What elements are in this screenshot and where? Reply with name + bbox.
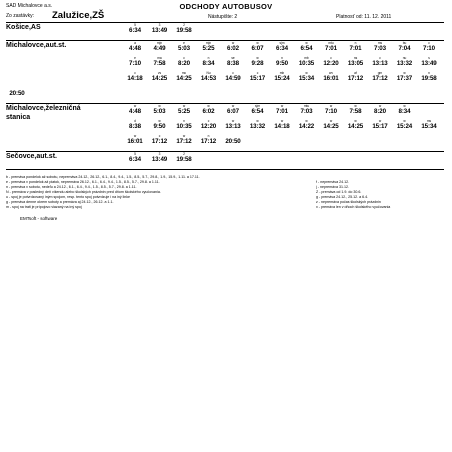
- departure-time: 9:50: [153, 123, 166, 130]
- departure-note: sjm: [279, 41, 285, 45]
- departure-note: 2: [183, 152, 185, 156]
- departure-time: 15:34: [421, 123, 437, 130]
- departure-note: ms: [426, 119, 432, 123]
- departure-note: w: [158, 104, 161, 108]
- departure-cell: [124, 56, 146, 68]
- departure-cell: [173, 56, 195, 68]
- departure-time: 14:22: [298, 123, 315, 130]
- departure-time: 14:18: [274, 123, 290, 130]
- departure-cell: [369, 71, 391, 83]
- departure-note: w: [280, 119, 284, 123]
- legend-note-right: Z - premáva od 1.9. do 30.6.: [316, 190, 362, 194]
- legend-note-left: N - premáva v posledný deň víkendu alebo školských prázdnin pred dňom školského vyučovania.: [6, 190, 161, 194]
- departure-note: 3: [158, 152, 161, 156]
- departure-time: 14:25: [323, 123, 339, 130]
- departure-cell: [320, 71, 342, 83]
- departure-time: 6:07: [251, 45, 264, 52]
- departure-note: nu: [402, 56, 407, 60]
- departure-cell: [271, 104, 293, 116]
- departure-cell: [173, 104, 195, 116]
- legend-note-left: g - premáva denne okrem soboty a premáva aj 24.12., 26.12. a 1.1.: [6, 200, 114, 204]
- departure-cell: [149, 134, 171, 146]
- legend-note-left: n - premáva v sobotu, nedeľu a 24.12., 6.1., 6.4., 9.4., 1.5., 8.5., 5.7., 29.8. a 1.11.: [6, 185, 137, 189]
- departure-note: w: [231, 104, 235, 108]
- departure-time: 12:20: [200, 123, 217, 130]
- departure-cell: [296, 41, 318, 53]
- departure-cell: [198, 56, 220, 68]
- departure-note: c: [183, 56, 185, 60]
- departure-note: n: [207, 134, 210, 138]
- departure-cell: [149, 23, 171, 35]
- departure-time: 19:58: [421, 75, 437, 82]
- departure-note: mjn: [205, 41, 212, 45]
- departure-time: 13:32: [249, 123, 266, 130]
- departure-note: w: [133, 104, 137, 108]
- departure-cell: [369, 56, 391, 68]
- departure-time: 7:58: [349, 108, 362, 115]
- departure-cell: [222, 41, 244, 53]
- departure-cell: [149, 152, 171, 164]
- departure-note: mtu: [328, 41, 334, 45]
- departure-note: 5: [134, 152, 136, 156]
- departure-cell: [198, 134, 220, 146]
- footer-software: EMTsoft - software: [20, 216, 58, 221]
- departure-cell: [149, 56, 171, 68]
- departure-cell: [418, 119, 440, 131]
- departure-cell: [222, 134, 244, 146]
- departure-time: 14:53: [200, 75, 217, 82]
- departure-cell: [320, 56, 342, 68]
- legend-note-right: g - premáva 24.12., 25.12. a 6.4.: [316, 195, 369, 199]
- departure-time: 5:03: [153, 108, 166, 115]
- departure-note: s: [428, 56, 430, 60]
- departure-cell: [124, 23, 146, 35]
- departure-note: c: [256, 71, 259, 75]
- departure-time: 17:12: [176, 138, 192, 145]
- departure-note: wv: [329, 71, 333, 75]
- route-block: [6, 152, 444, 170]
- departure-time: 4:49: [153, 45, 166, 52]
- departure-time: 8:20: [178, 60, 190, 67]
- departure-cell: [296, 71, 318, 83]
- departure-note: bu: [402, 41, 407, 45]
- departure-cell: [247, 41, 269, 53]
- departure-time: 19:58: [176, 156, 192, 163]
- departure-time: 12:20: [323, 60, 339, 67]
- departure-cell: [418, 56, 440, 68]
- departure-note: c: [207, 119, 210, 123]
- departure-note: w: [403, 104, 406, 108]
- departure-cell: [198, 119, 220, 131]
- destination-line: Michalovce,železničná: [6, 105, 81, 112]
- departure-cell: [149, 119, 171, 131]
- destination-line: Košice,AS: [6, 24, 41, 31]
- route-destination: [6, 41, 121, 50]
- departure-note: w: [158, 119, 161, 123]
- departure-time: 17:12: [151, 138, 168, 145]
- departure-cell: [149, 41, 171, 53]
- departure-cell: [124, 71, 146, 83]
- departure-cell: [418, 71, 440, 83]
- route-destination: [6, 23, 121, 32]
- route-block: [6, 104, 444, 152]
- departure-cell: [6, 86, 28, 98]
- departure-note: c: [232, 71, 234, 75]
- departure-note: w: [207, 104, 210, 108]
- legend-note-right: x - premáva len v dňoch školského vyučovania: [316, 205, 391, 209]
- departure-cell: [198, 71, 220, 83]
- departure-time: 6:54: [300, 45, 313, 52]
- departure-note: mb: [304, 56, 309, 60]
- destination-line: Sečovce,aut.st.: [6, 153, 57, 160]
- departure-time: 13:49: [151, 156, 168, 163]
- departure-cell: [124, 134, 146, 146]
- departure-time: 19:58: [176, 27, 192, 34]
- departure-note: mjn: [156, 41, 163, 45]
- departure-time: 10:35: [298, 60, 315, 67]
- legend-note-right: f - nepremáva 24.12.: [316, 180, 350, 184]
- departure-note: 2: [183, 23, 185, 27]
- departure-time: 13:32: [396, 60, 413, 67]
- departure-time: 7:03: [300, 108, 313, 115]
- departure-cell: [124, 104, 146, 116]
- departure-cell: [320, 119, 342, 131]
- departure-note: ms: [377, 41, 383, 45]
- departure-note: af: [354, 71, 357, 75]
- departure-cell: [149, 104, 171, 116]
- departure-cell: [271, 119, 293, 131]
- departure-note: mc: [181, 71, 187, 75]
- legend-note-left: m - spoj na trati je prípojovo viazaný na iný spoj: [6, 205, 82, 209]
- departure-time: 7:04: [398, 45, 411, 52]
- departure-time: 13:13: [372, 60, 388, 67]
- departure-note: w: [305, 119, 308, 123]
- departure-note: n: [207, 56, 210, 60]
- departure-cell: [296, 104, 318, 116]
- departure-time: 17:12: [347, 75, 364, 82]
- departure-time: 16:01: [127, 138, 143, 145]
- stop-name: Zalužice,ZŠ: [52, 10, 105, 21]
- departure-time: 15:24: [274, 75, 290, 82]
- destination-line: stanica: [6, 114, 31, 121]
- legend-note-left: u - spoj je potvrdzovaný iným spojom, resp. tento spoj potvrdzuje i na iný linke: [6, 195, 131, 199]
- departure-time: 4:48: [129, 45, 141, 52]
- departure-cell: [394, 41, 416, 53]
- departure-note: c: [379, 56, 381, 60]
- departure-time: 9:50: [276, 60, 288, 67]
- departure-cell: [173, 134, 195, 146]
- route-destination: [6, 152, 121, 161]
- departure-note: 5: [134, 23, 136, 27]
- route-destination: [6, 104, 121, 122]
- departure-cell: [320, 41, 342, 53]
- departure-cell: [222, 71, 244, 83]
- departure-cell: [198, 41, 220, 53]
- departure-time: 7:10: [129, 60, 141, 67]
- company-name: SAD Michalovce a.s.: [6, 3, 53, 9]
- departure-cell: [271, 41, 293, 53]
- departure-note: ns: [353, 56, 358, 60]
- departure-time: 13:49: [421, 60, 437, 67]
- departure-time: 7:01: [325, 45, 337, 52]
- departure-cell: [345, 71, 367, 83]
- departure-time: 15:24: [396, 123, 413, 130]
- departure-time: 6:07: [227, 108, 239, 115]
- departure-cell: [394, 71, 416, 83]
- departure-note: e: [183, 41, 185, 45]
- departure-time: 8:38: [129, 123, 141, 130]
- departure-note: w: [182, 134, 186, 138]
- legend-note-left: e - premáva v pondelok až piatok, nepremáva 26.12., 6.1., 6.4., 9.4., 1.5., 8.5., 5.7., 29.8. a 1.11.: [6, 180, 160, 184]
- departure-time: 7:10: [325, 108, 337, 115]
- departure-time: 16:01: [323, 75, 339, 82]
- departure-time: 10:35: [176, 123, 192, 130]
- departure-time: 15:34: [298, 75, 315, 82]
- departure-cell: [173, 23, 195, 35]
- departure-note: mb: [279, 71, 285, 75]
- departure-cell: [222, 119, 244, 131]
- departure-note: w: [354, 119, 357, 123]
- departure-cell: [247, 56, 269, 68]
- valid-from-label: Platnosť od: 11. 12. 2011: [336, 14, 392, 20]
- stop-label: Zo zastávky:: [6, 13, 35, 19]
- departure-note: w: [256, 56, 259, 60]
- departure-note: vs: [157, 71, 162, 75]
- departure-cell: [345, 104, 367, 116]
- departure-time: 14:18: [127, 75, 143, 82]
- departure-note: w: [305, 41, 308, 45]
- departure-note: c: [330, 56, 332, 60]
- departure-note: w: [329, 119, 333, 123]
- departure-cell: [247, 71, 269, 83]
- departure-note: se: [231, 56, 235, 60]
- departure-cell: [296, 56, 318, 68]
- departure-time: 13:05: [347, 60, 364, 67]
- departure-time: 15:17: [372, 123, 388, 130]
- departure-cell: [394, 119, 416, 131]
- platform-label: Nástupište: 2: [208, 14, 238, 20]
- departure-note: w: [133, 134, 137, 138]
- departure-time: 15:17: [249, 75, 266, 82]
- departure-time: 6:34: [129, 27, 141, 34]
- departure-note: w: [354, 104, 357, 108]
- departure-note: w: [256, 41, 259, 45]
- departure-time: 6:54: [251, 108, 264, 115]
- departure-cell: [369, 41, 391, 53]
- departure-time: 14:25: [347, 123, 364, 130]
- header-stop-info: [6, 11, 446, 21]
- departure-note: c: [428, 41, 430, 45]
- departure-time: 6:02: [202, 108, 215, 115]
- page-title: ODCHODY AUTOBUSOV: [179, 2, 273, 11]
- route-block: [6, 41, 444, 104]
- departure-cell: [247, 104, 269, 116]
- departure-cell: [418, 41, 440, 53]
- departure-note: w: [231, 119, 235, 123]
- departure-cell: [345, 41, 367, 53]
- departure-time: 13:13: [225, 123, 241, 130]
- departure-note: w: [256, 119, 259, 123]
- departure-time: 14:59: [225, 75, 241, 82]
- departure-cell: [320, 104, 342, 116]
- departure-cell: [271, 56, 293, 68]
- departure-cell: [124, 119, 146, 131]
- departure-time: 4:48: [129, 108, 141, 115]
- departure-time: 7:10: [423, 45, 435, 52]
- departure-cell: [345, 56, 367, 68]
- departure-note: sjm: [255, 104, 260, 108]
- departure-time: 5:03: [178, 45, 190, 52]
- departure-time: 8:20: [374, 108, 386, 115]
- departure-time: 7:03: [374, 45, 386, 52]
- departure-cell: [173, 71, 195, 83]
- departure-note: w: [378, 119, 382, 123]
- departure-time: 9:28: [251, 60, 264, 67]
- departure-note: n: [281, 56, 283, 60]
- departure-note: n: [183, 119, 185, 123]
- departure-note: w: [403, 119, 406, 123]
- departure-note: w: [231, 41, 235, 45]
- departure-time: 13:49: [151, 27, 168, 34]
- departure-time: 7:01: [276, 108, 288, 115]
- departure-note: d: [134, 119, 136, 123]
- departure-note: gm: [377, 71, 383, 75]
- departure-cell: [222, 104, 244, 116]
- departure-time: 8:34: [398, 108, 411, 115]
- departure-note: w: [182, 104, 186, 108]
- departure-time: 17:12: [372, 75, 388, 82]
- departure-cell: [394, 104, 416, 116]
- departure-note: w: [280, 104, 284, 108]
- departure-cell: [345, 119, 367, 131]
- route-block: [6, 23, 444, 41]
- departure-time: 14:25: [176, 75, 192, 82]
- departure-note: ma: [157, 56, 162, 60]
- departure-note: e: [134, 56, 136, 60]
- departure-cell: [149, 71, 171, 83]
- departure-note: w: [378, 104, 382, 108]
- departure-note: n: [428, 71, 430, 75]
- departure-time: 17:37: [396, 75, 413, 82]
- departure-time: 8:34: [202, 60, 215, 67]
- departure-cell: [394, 56, 416, 68]
- departure-note: mtu: [303, 104, 310, 108]
- destination-line: Michalovce,aut.st.: [6, 42, 67, 49]
- departure-time: 7:01: [349, 45, 362, 52]
- departure-cell: [173, 152, 195, 164]
- departure-note: a: [134, 41, 136, 45]
- departure-cell: [247, 119, 269, 131]
- departure-time: 6:34: [129, 156, 141, 163]
- departure-time: 6:02: [227, 45, 239, 52]
- departure-note: Nu: [206, 71, 211, 75]
- departure-time: 20:50: [9, 90, 25, 97]
- departure-note: c: [158, 134, 161, 138]
- departure-time: 5:25: [178, 108, 190, 115]
- departure-time: 20:50: [225, 138, 241, 145]
- departure-cell: [124, 152, 146, 164]
- departure-cell: [198, 104, 220, 116]
- departure-cell: [124, 41, 146, 53]
- departure-note: w: [403, 71, 406, 75]
- departure-time: 7:58: [153, 60, 166, 67]
- departure-cell: [369, 119, 391, 131]
- departure-cell: [271, 71, 293, 83]
- departure-note: n: [354, 41, 357, 45]
- departure-note: c: [134, 71, 136, 75]
- departure-time: 8:38: [227, 60, 239, 67]
- legend-note-right: j - nepremáva 31.12.: [316, 185, 349, 189]
- departure-note: w: [305, 71, 308, 75]
- departure-cell: [222, 56, 244, 68]
- departure-note: 3: [158, 23, 161, 27]
- departure-note: w: [329, 104, 333, 108]
- departure-time: 5:25: [202, 45, 215, 52]
- departure-cell: [173, 41, 195, 53]
- legend-note-left: b - premáva pondelok až sobotu, nepremáva 24.12., 26.12., 6.1., 8.4., 9.4., 1.5., 8.5., 5.7., 29.8., 1.9., 15.9., 1.11. a 17.11.: [6, 175, 200, 179]
- departure-cell: [369, 104, 391, 116]
- departure-cell: [173, 119, 195, 131]
- departure-time: 17:12: [200, 138, 217, 145]
- departure-time: 14:25: [151, 75, 168, 82]
- departure-cell: [296, 119, 318, 131]
- departure-time: 6:34: [276, 45, 288, 52]
- legend-note-right: z - nepremáva počas školských prázdnin: [316, 200, 381, 204]
- timetable: [6, 23, 444, 170]
